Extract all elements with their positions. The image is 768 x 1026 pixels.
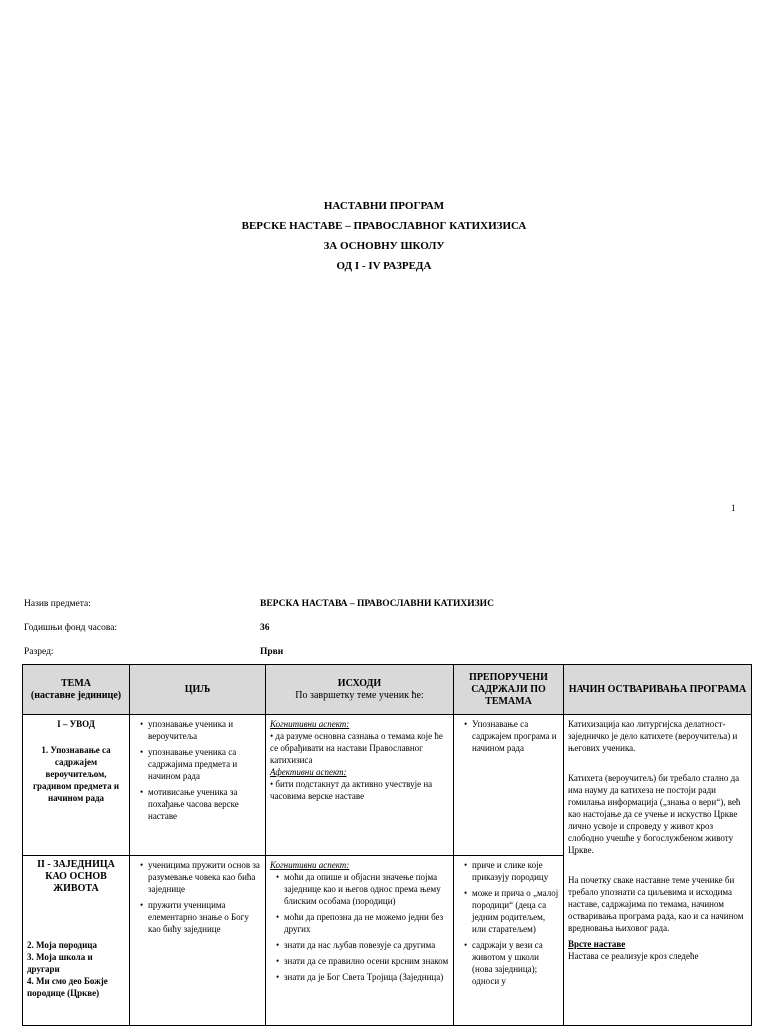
list-item: • ученицима пружити основ за разумевање човека као бића заједнице	[142, 859, 261, 895]
hours-label: Годишњи фонд часова:	[24, 623, 118, 633]
outcome-text: • бити подстакнут да активно учествује на часовима верске наставе	[270, 779, 433, 801]
list-item: • мотивисање ученика за похађање часова верске наставе	[142, 786, 261, 822]
nacin-heading: Врсте наставе	[568, 939, 626, 949]
nacin-paragraph: Катихизација као литургијска делатност- заједничко је дело катихете (вероучитеља) и његових ученика.	[568, 719, 738, 753]
list-item: • знати да је Бог Света Тројица (Заједница)	[278, 971, 449, 983]
grade-label: Разред:	[24, 647, 54, 657]
subject-value: ВЕРСКА НАСТАВА – ПРАВОСЛАВНИ КАТИХИЗИС	[260, 599, 494, 609]
topic-unit: 1. Упознавање са садржајем вероучитељом, градивом предмета и начином рада	[32, 745, 120, 803]
title-line: ЗА ОСНОВНУ ШКОЛУ	[323, 240, 445, 252]
topic-unit: 3. Моја школа и другари	[27, 952, 93, 974]
title-line: ОД I - IV РАЗРЕДА	[336, 260, 432, 272]
title-line: ВЕРСКЕ НАСТАВЕ – ПРАВОСЛАВНОГ КАТИХИЗИСА	[241, 220, 527, 232]
grade-value: Први	[260, 647, 284, 657]
row1-ishodi	[266, 715, 454, 856]
page-number: 1	[731, 503, 736, 513]
header-cilj: ЦИЉ	[130, 665, 266, 715]
list-item: • може и прича о „малој породици“ (деца са једним родитељем, или старатељем)	[466, 887, 559, 935]
list-item: • знати да се правилно осени крсним знаком	[278, 955, 449, 967]
aspect-label: Когнитивни аспект:	[270, 860, 350, 870]
list-item: • моћи да опише и објасни значење појма заједнице као и његов однос према њему блиским особама (породици)	[278, 871, 449, 907]
header-ishodi: ИСХОДИ По завршетку теме ученик ће:	[266, 665, 454, 715]
outcome-text: • да разуме основна сазнања о темама које ће се обрађивати на настави Православног катихизиса	[270, 731, 443, 765]
row1-sadrzaji	[454, 715, 564, 856]
row1-cilj	[130, 715, 266, 856]
list-item: • пружити ученицима елементарно знање о Богу као бићу заједнице	[142, 899, 261, 935]
topic-unit: 2. Моја породица	[27, 940, 97, 950]
topic-unit: 4. Ми смо део Божје породице (Цркве)	[27, 976, 108, 998]
aspect-label: Когнитивни аспект:	[270, 719, 350, 729]
row2-cilj	[130, 856, 266, 1026]
nacin-cell	[564, 715, 752, 1026]
row1-tema	[23, 715, 130, 856]
row2-sadrzaji	[454, 856, 564, 1026]
aspect-label: Афективни аспект:	[270, 767, 347, 777]
row2-tema	[23, 856, 130, 1026]
list-item: • упознавање ученика и вероучитеља	[142, 718, 261, 742]
subject-label: Назив предмета:	[24, 599, 91, 609]
list-item: • упознавање ученика са садржајима предмета и начином рада	[142, 746, 261, 782]
topic-title: II - ЗАЈЕДНИЦА КАО ОСНОВ ЖИВОТА	[37, 859, 115, 894]
title-line: НАСТАВНИ ПРОГРАМ	[323, 200, 445, 212]
program-table	[22, 664, 752, 1026]
topic-title: I – УВОД	[57, 719, 95, 729]
hours-value: 36	[260, 623, 270, 633]
header-nacin: НАЧИН ОСТВАРИВАЊА ПРОГРАМА	[564, 665, 752, 715]
list-item: • Упознавање са садржајем програма и начином рада	[466, 718, 559, 754]
header-tema: ТЕМА (наставне јединице)	[23, 665, 130, 715]
list-item: • садржаји у вези са животом у школи (нова заједница); односи у	[466, 939, 559, 987]
document-title	[0, 196, 768, 276]
list-item: • знати да нас љубав повезује са другима	[278, 939, 449, 951]
list-item: • моћи да препозна да не можемо једни без других	[278, 911, 449, 935]
nacin-paragraph: Катихета (вероучитељ) би требало стално да има науму да катихеза не постоји ради гомилања информација („знања о вери“), већ као настојање да се учење и искуство Цркве лично усвоје и спроведу у живот кроз слободно учешће у богослужбеном животу Цркве.	[568, 773, 741, 855]
header-sadrzaji: ПРЕПОРУЧЕНИ САДРЖАЈИ ПО ТЕМАМА	[454, 665, 564, 715]
nacin-paragraph: Настава се реализује кроз следеће	[568, 951, 699, 961]
list-item: • приче и слике које приказују породицу	[466, 859, 559, 883]
nacin-paragraph: На почетку сваке наставне теме ученике би требало упознати са циљевима и исходима наставе, садржајима по темама, начином остваривања програма рада, као и са начином вредновања њиховог рада.	[568, 875, 744, 933]
row2-ishodi	[266, 856, 454, 1026]
